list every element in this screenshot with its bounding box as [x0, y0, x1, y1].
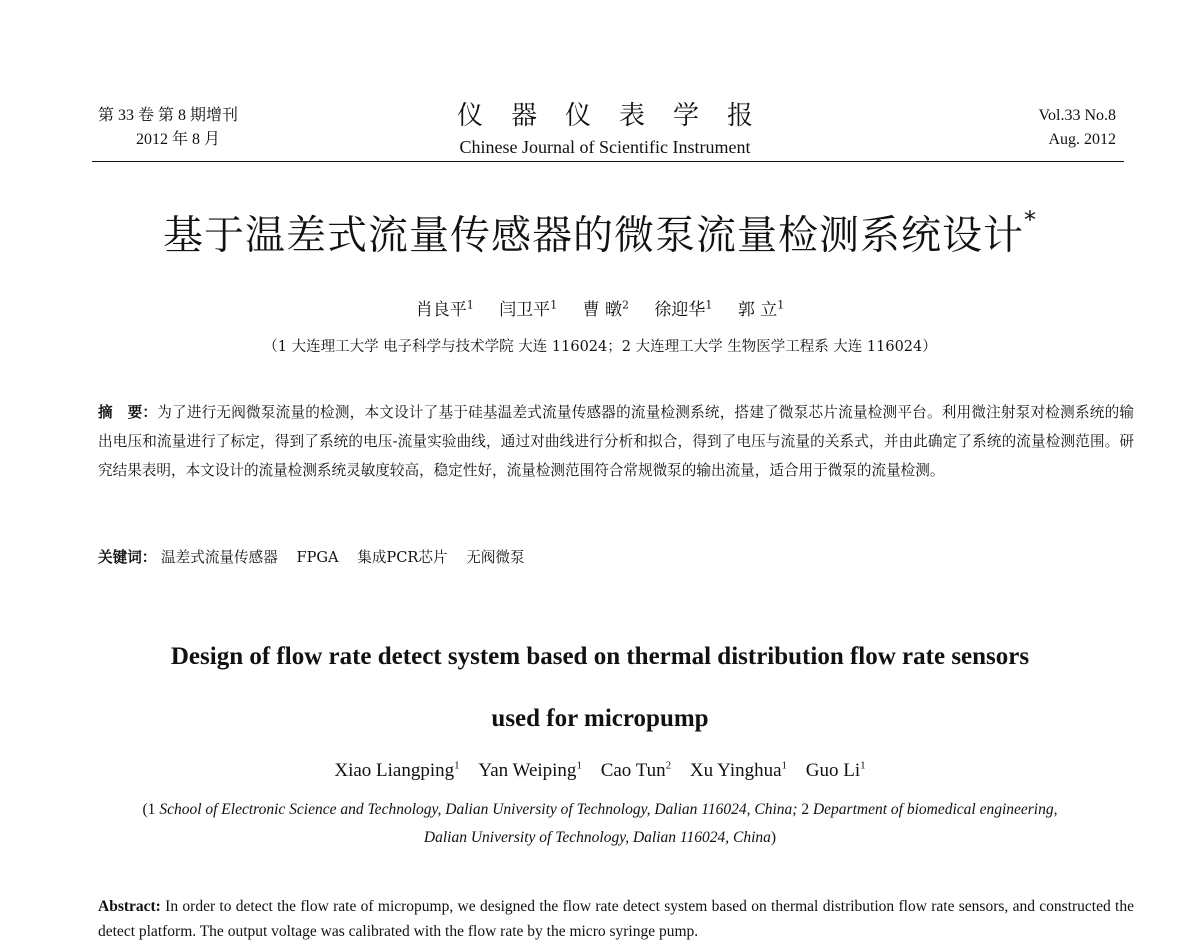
affiliation-en-1: School of Electronic Science and Technology, Dalian University of Technology, Dalian 116024, China; [159, 801, 798, 818]
header-center [90, 100, 1120, 160]
author-cn-sup: 1 [705, 298, 713, 312]
author-cn-sup: 1 [550, 298, 558, 312]
author-cn [654, 300, 712, 320]
affiliation-en-close: ) [770, 829, 777, 846]
author-cn [416, 300, 474, 320]
abstract-en-text: In order to detect the flow rate of micropump, we designed the flow rate detect system based on thermal distribution flow rate sensors, and constructed the detect platform. The output voltage was calibrated with the flow rate by the micro syringe pump. [98, 898, 1134, 940]
journal-name-en: Chinese Journal of Scientific Instrument [459, 137, 751, 157]
abstract-en [98, 894, 1134, 944]
keywords-cn-label: 关键词： [98, 549, 157, 566]
author-cn [738, 300, 784, 320]
abstract-cn-label: 摘 要： [98, 404, 158, 421]
author-en-sup: 1 [781, 759, 788, 772]
author-cn-name: 徐迎华 [654, 300, 706, 320]
journal-header [90, 100, 1120, 162]
header-right [1039, 104, 1117, 152]
journal-name-cn: 仪器仪表学报 [456, 101, 781, 131]
author-cn-sup: 1 [777, 298, 785, 312]
title-cn-text: 基于温差式流量传感器的微泵流量检测系统设计 [163, 212, 1024, 259]
author-cn-name: 郭 立 [737, 300, 778, 320]
author-cn [499, 300, 557, 320]
volume-issue-en: Vol.33 No.8 [1038, 107, 1116, 124]
date-cn: 2012 年 8 月 [136, 131, 221, 148]
author-en-name: Guo Li [805, 760, 861, 781]
author-cn [583, 300, 629, 320]
affiliation-en-num2: 2 [797, 801, 813, 818]
author-cn-sup: 1 [466, 298, 474, 312]
author-cn-name: 闫卫平 [499, 300, 551, 320]
keywords-cn [98, 545, 1134, 571]
abstract-en-label: Abstract: [98, 898, 161, 915]
author-en-name: Cao Tun [600, 760, 666, 781]
affiliation-en-open: (1 [142, 801, 160, 818]
paper-title-cn [0, 198, 1200, 263]
paper-title-en [60, 626, 1140, 750]
title-en-line1: Design of flow rate detect system based on thermal distribution flow rate sensors [170, 643, 1030, 670]
author-en-name: Yan Weiping [478, 760, 577, 781]
author-cn-sup: 2 [622, 298, 629, 312]
affiliation-en [130, 796, 1070, 852]
author-en-sup: 1 [860, 759, 866, 772]
title-en-line2: used for micropump [491, 705, 709, 732]
author-cn-name: 肖良平 [415, 300, 467, 320]
title-footnote-mark: * [1024, 206, 1037, 234]
keyword: FPGA [296, 549, 339, 566]
keyword: 无阀微泵 [466, 549, 525, 566]
author-en-name: Xiao Liangping [334, 760, 455, 781]
header-rule [92, 161, 1124, 162]
author-cn-name: 曹 暾 [582, 300, 622, 320]
author-en-name: Xu Yinghua [689, 760, 782, 781]
date-en: Aug. 2012 [1048, 131, 1116, 148]
author-en [478, 760, 582, 781]
author-list-en [0, 758, 1200, 784]
abstract-cn-text: 为了进行无阀微泵流量的检测，本文设计了基于硅基温差式流量传感器的流量检测系统，搭建了微泵芯片流量检测平台。利用微注射泵对检测系统的输出电压和流量进行了标定，得到了系统的电压-流量实验曲线，通过对曲线进行分析和拟合，得到了电压与流量的关系式，并由此确定了系统的流量检测范围。研究结果表明，本文设计的流量检测系统灵敏度较高，稳定性好，流量检测范围符合常规微泵的输出流量，适合用于微泵的流量检测。 [98, 404, 1134, 479]
author-en-sup: 2 [665, 759, 672, 772]
affiliation-cn: （1 大连理工大学 电子科学与技术学院 大连 116024；2 大连理工大学 生物医学工程系 大连 116024） [263, 339, 937, 355]
author-en-sup: 1 [454, 759, 460, 772]
keyword: 温差式流量传感器 [161, 549, 278, 566]
author-en [601, 760, 671, 781]
author-en [690, 760, 787, 781]
abstract-cn [98, 398, 1134, 485]
affiliation-en-2: Department of biomedical engineering, Dalian University of Technology, Dalian 116024, China [423, 801, 1058, 846]
keyword: 集成PCR芯片 [357, 549, 448, 566]
author-en-sup: 1 [576, 759, 582, 772]
author-list-cn [0, 298, 1200, 322]
author-en [334, 760, 459, 781]
volume-issue-cn: 第 33 卷 第 8 期增刊 [98, 107, 239, 124]
author-en [806, 760, 866, 781]
